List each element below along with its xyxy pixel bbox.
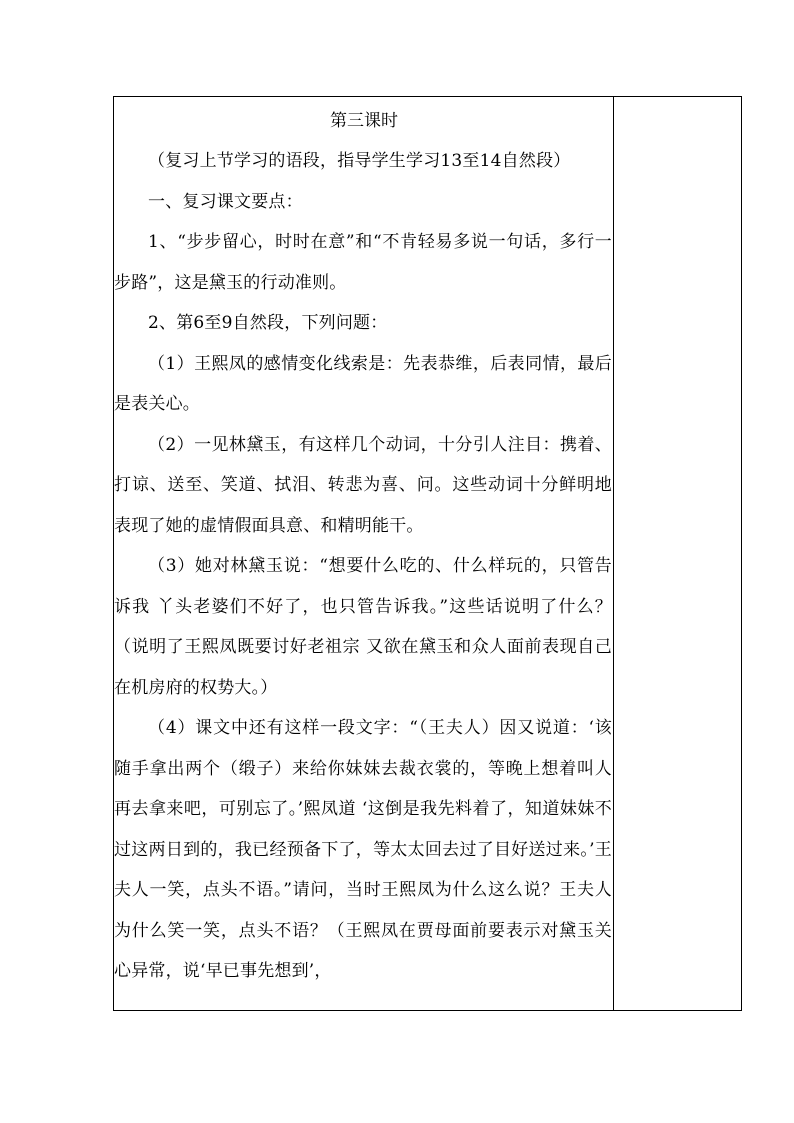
paragraph: （4）课文中还有这样一段文字：“（王夫人）因又说道：‘该随手拿出两个（缎子）来给你妹妹去裁衣裳的，等晚上想着叫人再去拿来吧，可别忘了。’熙凤道 ‘这倒是我先料着了，知道妹妹不过这两日到的，我已经预备下了，等太太回去过了目好送过来。’王夫人一笑，点头不语。”请问，当时王熙凤为什么这么说？王夫人为什么笑一笑，点头不语？（王熙凤在贾母面前要表示对黛玉关心异常，说‘早已事先想到’，: [114, 718, 612, 981]
lesson-subtitle: （复习上节学习的语段，指导学生学习13至14自然段）: [148, 151, 571, 171]
paragraph: 2、第6至9自然段，下列问题：: [148, 313, 388, 333]
lesson-plan-table: [113, 96, 742, 1011]
paragraph: （2）一见林黛玉，有这样几个动词，十分引人注目：携着、打谅、送至、笑道、拭泪、转悲为喜、问。这些动词十分鲜明地表现了她的虚情假面具意、和精明能干。: [114, 434, 612, 536]
lesson-title: 第三课时: [330, 111, 398, 131]
lesson-content-cell: [114, 97, 614, 1010]
paragraph: 1、“步步留心，时时在意”和“不肯轻易多说一句话，多行一步路”，这是黛玉的行动准则。: [114, 232, 612, 293]
paragraph: （1）王熙凤的感情变化线索是：先表恭维，后表同情，最后是表关心。: [114, 353, 612, 414]
section-heading: 一、复习课文要点：: [148, 191, 303, 212]
lesson-content: [114, 101, 614, 992]
notes-cell: [614, 97, 741, 1010]
paragraph: （3）她对林黛玉说：“想要什么吃的、什么样玩的，只管告诉我 丫头老婆们不好了，也只管告诉我。”这些话说明了什么？（说明了王熙凤既要讨好老祖宗 又欲在黛玉和众人面前表现自己在机房府的权势大。）: [114, 556, 612, 698]
